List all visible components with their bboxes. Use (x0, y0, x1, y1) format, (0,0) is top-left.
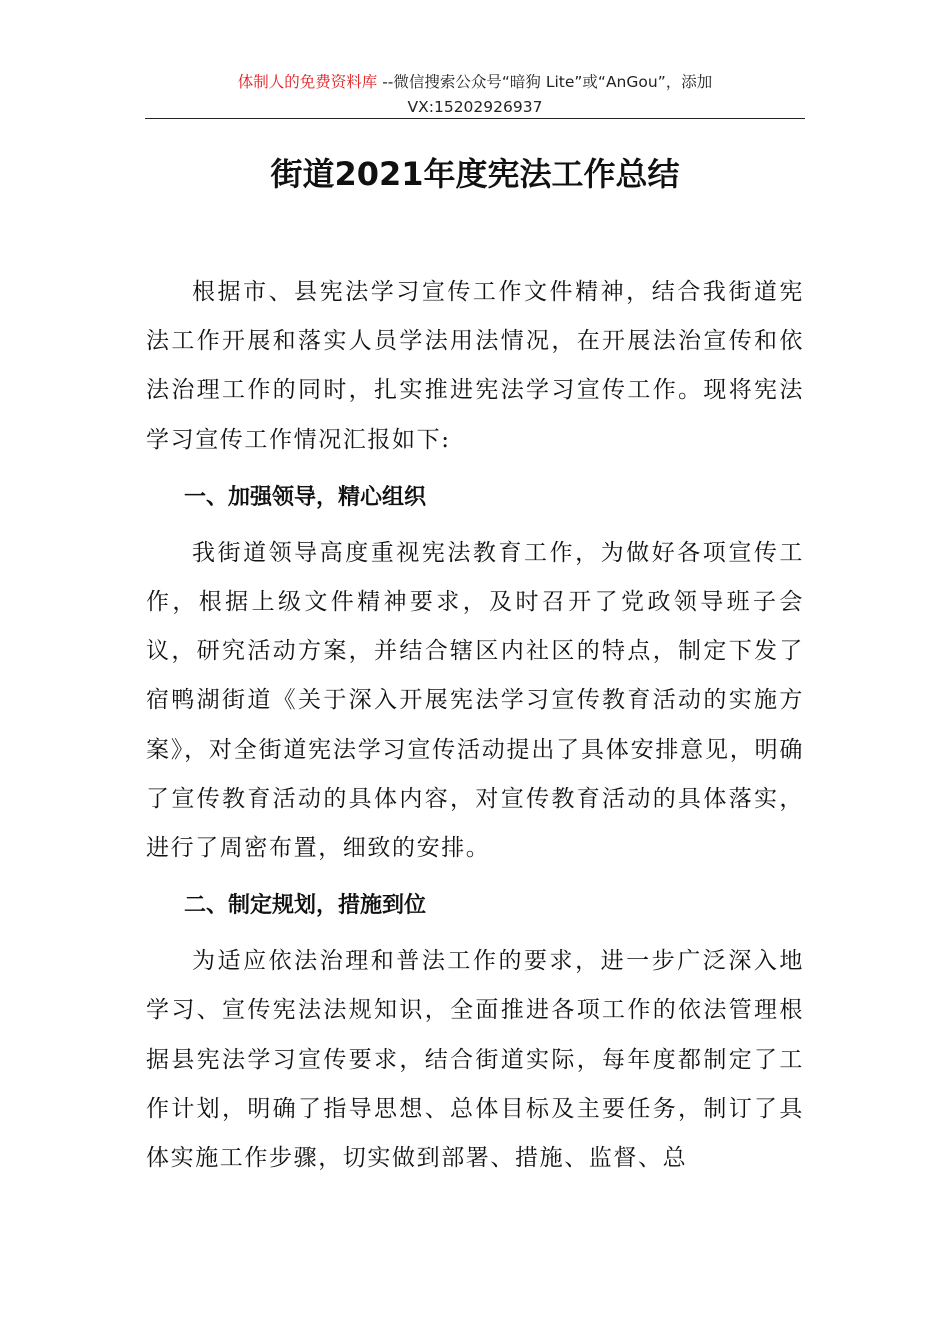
document-title: 街道2021年度宪法工作总结 (270, 155, 680, 194)
section-heading-2: 二、制定规划，措施到位 (184, 893, 427, 919)
header-contact: VX:15202926937 (407, 98, 543, 116)
section-paragraph-1: 我街道领导高度重视宪法教育工作，为做好各项宣传工作，根据上级文件精神要求，及时召开了党政领导班子会议，研究活动方案，并结合辖区内社区的特点，制定下发了宿鸭湖街道《关于深入开展宪法学习宣传教育活动的实施方案》，对全街道宪法学习宣传活动提出了具体安排意见，明确了宣传教育活动的具体内容，对宣传教育活动的具体落实，进行了周密布置，细致的安排。 (146, 539, 804, 862)
section-heading-1: 一、加强领导，精心组织 (184, 484, 427, 510)
header-brand: 体制人的免费资料库 (237, 73, 378, 91)
header-promo: --微信搜索公众号“暗狗 Lite”或“AnGou”，添加 (377, 73, 713, 91)
watermark-header (145, 70, 805, 120)
section-paragraph-2: 为适应依法治理和普法工作的要求，进一步广泛深入地学习、宣传宪法法规知识，全面推进各项工作的依法管理根据县宪法学习宣传要求，结合街道实际，每年度都制定了工作计划，明确了指导思想、总体目标及主要任务，制订了具体实施工作步骤，切实做到部署、措施、监督、总 (146, 948, 804, 1172)
header-divider (145, 118, 805, 119)
document-body (146, 268, 804, 1183)
intro-paragraph: 根据市、县宪法学习宣传工作文件精神，结合我街道宪法工作开展和落实人员学法用法情况，在开展法治宣传和依法治理工作的同时，扎实推进宪法学习宣传工作。现将宪法学习宣传工作情况汇报如下: (146, 279, 804, 453)
